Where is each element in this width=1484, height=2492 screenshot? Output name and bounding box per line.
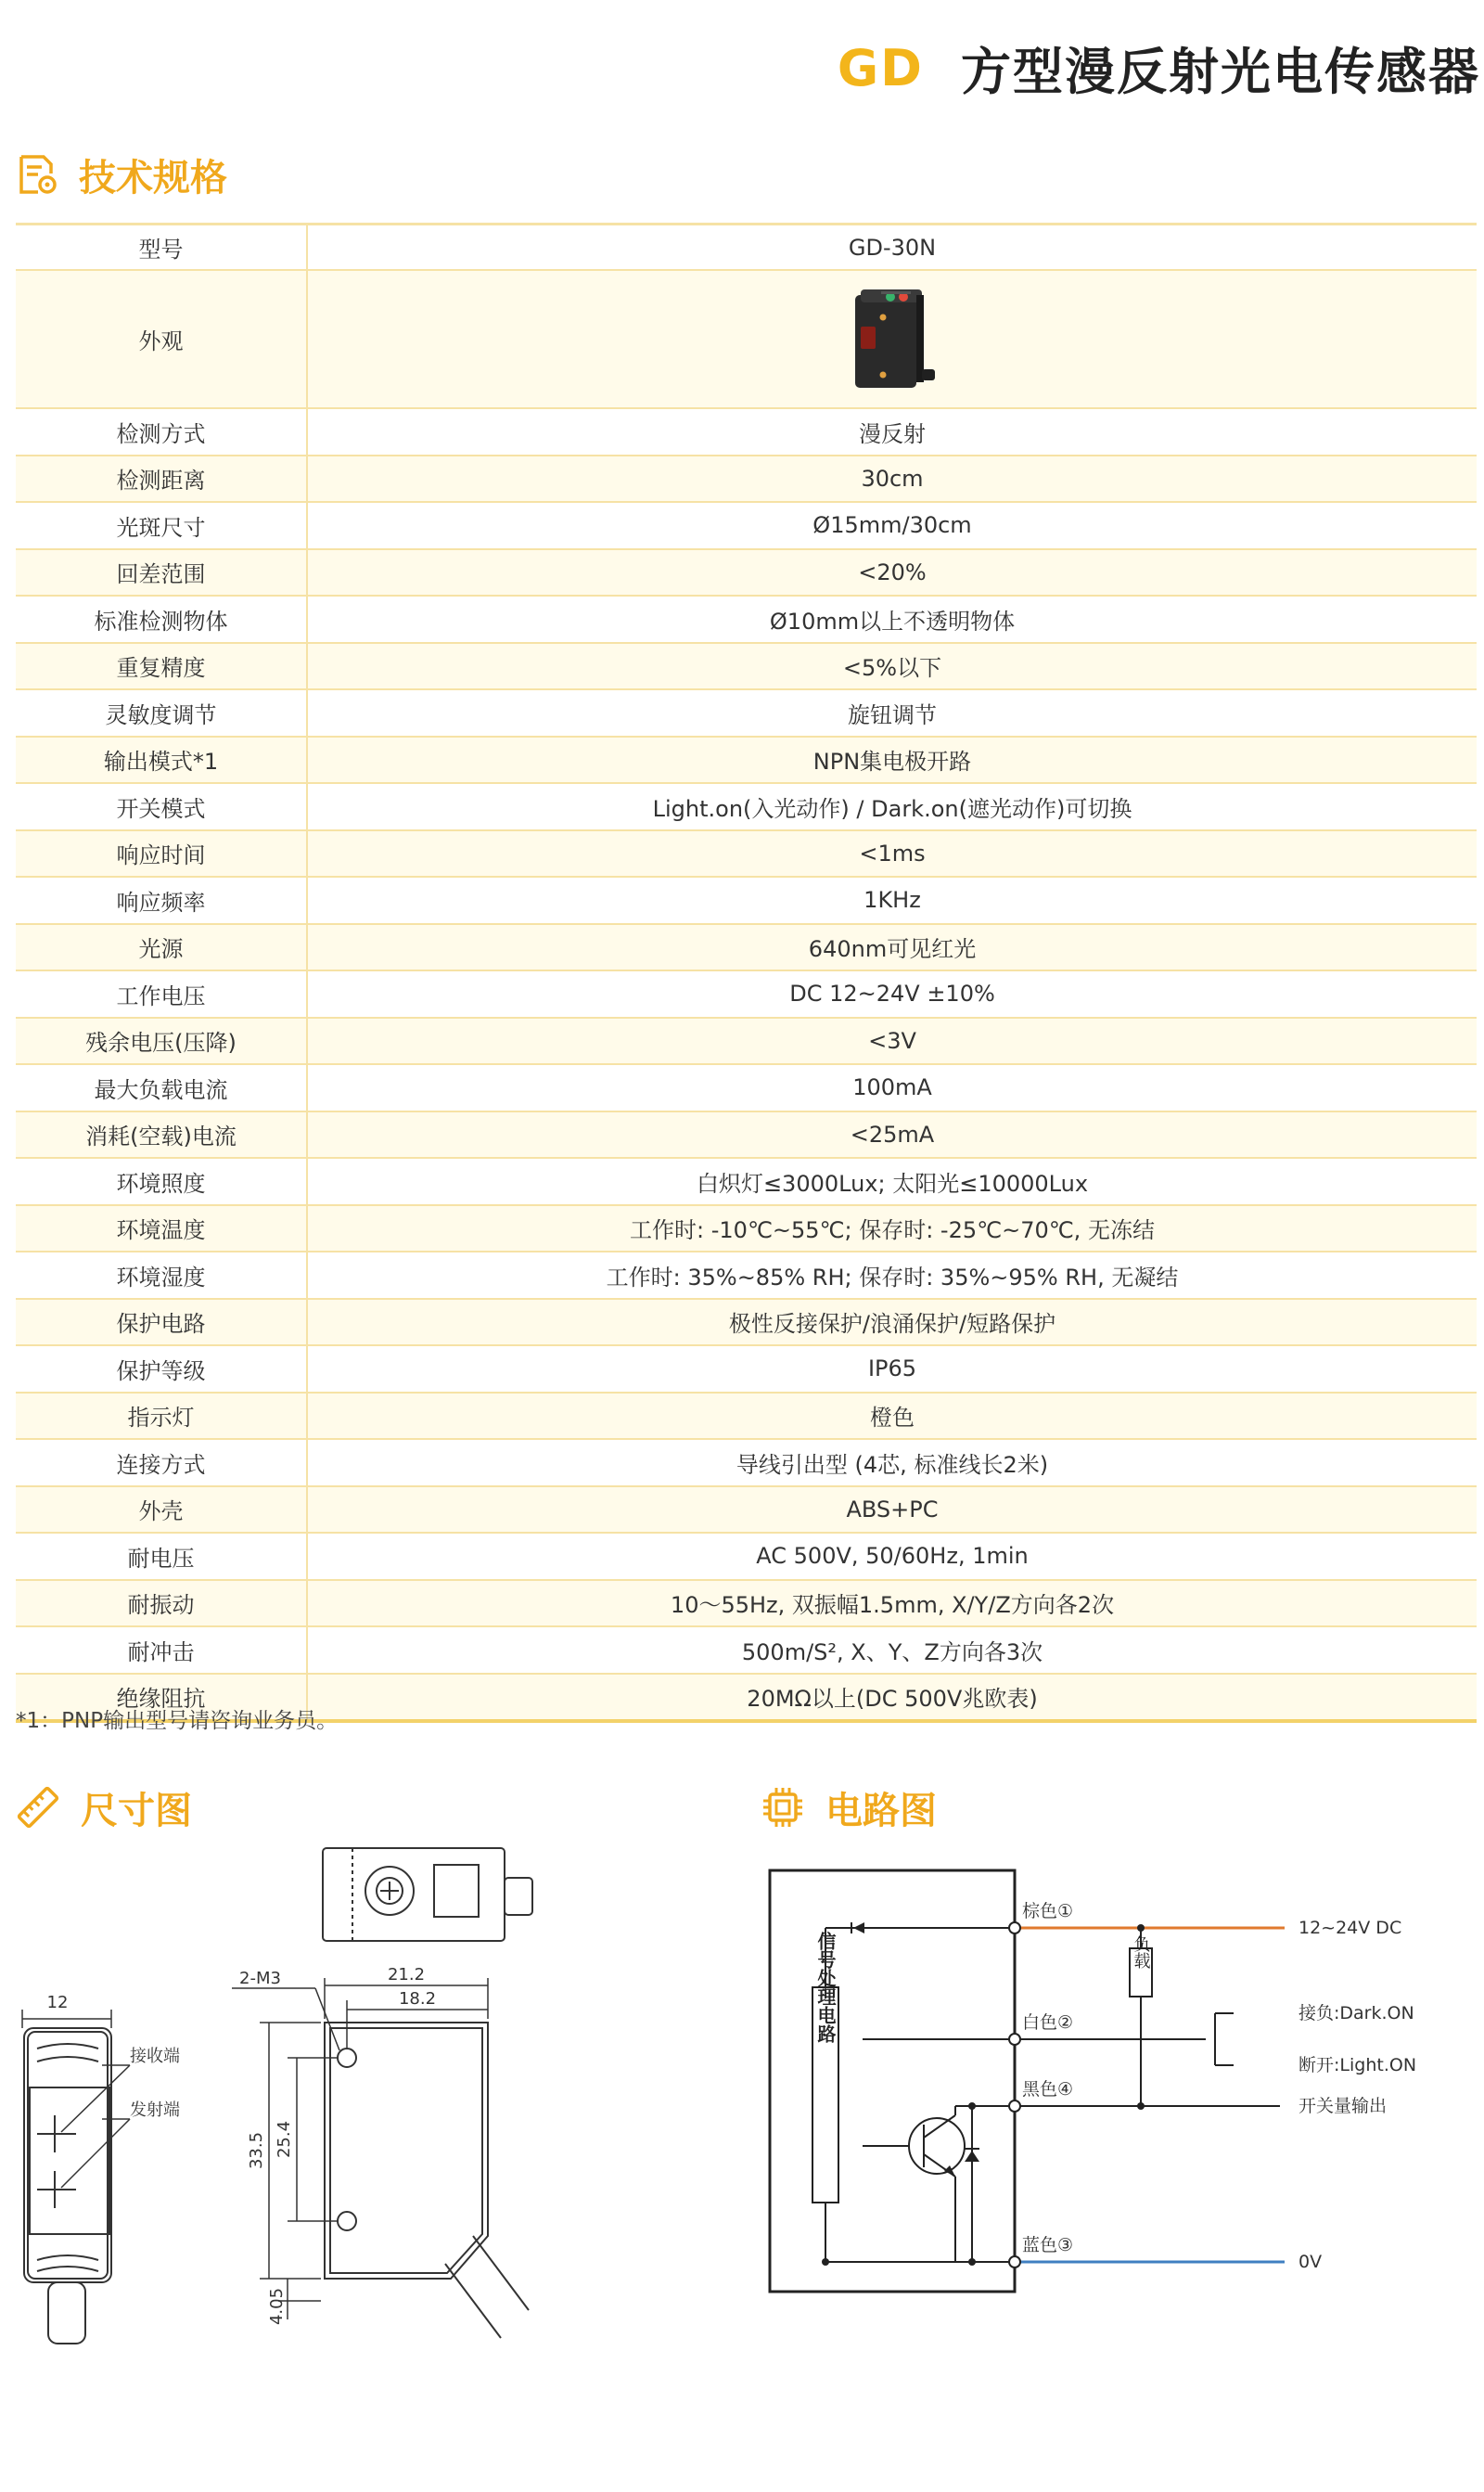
- zero-v-label: 0V: [1298, 2252, 1323, 2272]
- table-row: [16, 1486, 1477, 1534]
- spec-value: 工作时: -10℃~55℃; 保存时: -25℃~70℃, 无冻结: [307, 1205, 1477, 1252]
- spec-value: Ø15mm/30cm: [307, 502, 1477, 549]
- load-label: 负载: [1131, 1935, 1151, 1969]
- table-row: [16, 1299, 1477, 1346]
- spec-label: 输出模式*1: [16, 737, 307, 784]
- spec-label: 保护等级: [16, 1345, 307, 1393]
- spec-label: 标准检测物体: [16, 596, 307, 643]
- appearance-label: 外观: [16, 270, 307, 408]
- spec-label: 耐电压: [16, 1533, 307, 1580]
- spec-label: 灵敏度调节: [16, 689, 307, 737]
- dim-height: 33.5: [247, 2131, 266, 2170]
- dimension-section-title: 尺寸图: [81, 1789, 192, 1832]
- spec-value: 漫反射: [307, 408, 1477, 456]
- processing-label: 信号处理电路: [814, 1932, 837, 2043]
- spec-label: 光斑尺寸: [16, 502, 307, 549]
- spec-label: 绝缘阻抗: [16, 1674, 307, 1722]
- table-row: [16, 877, 1477, 924]
- spec-label: 外壳: [16, 1486, 307, 1534]
- spec-label: 响应时间: [16, 830, 307, 878]
- spec-value: IP65: [307, 1345, 1477, 1393]
- spec-value: DC 12~24V ±10%: [307, 970, 1477, 1018]
- spec-label: 最大负载电流: [16, 1064, 307, 1111]
- spec-label: 响应频率: [16, 877, 307, 924]
- table-row: [16, 1345, 1477, 1393]
- spec-label: 连接方式: [16, 1439, 307, 1486]
- specs-section-heading: [16, 148, 227, 200]
- spec-label: 检测距离: [16, 456, 307, 503]
- light-on-label: 断开:Light.ON: [1298, 2055, 1417, 2075]
- spec-label: 工作电压: [16, 970, 307, 1018]
- spec-value: 10～55Hz, 双振幅1.5mm, X/Y/Z方向各2次: [307, 1580, 1477, 1627]
- spec-value: <3V: [307, 1018, 1477, 1065]
- ruler-icon: [16, 1785, 60, 1830]
- spec-value: 1KHz: [307, 877, 1477, 924]
- table-row: [16, 1252, 1477, 1299]
- spec-label: 耐冲击: [16, 1626, 307, 1674]
- spec-value: <20%: [307, 549, 1477, 597]
- table-row: [16, 1158, 1477, 1205]
- table-row: [16, 1580, 1477, 1627]
- spec-label: 重复精度: [16, 643, 307, 690]
- table-row: [16, 783, 1477, 830]
- specs-section-title: 技术规格: [79, 156, 227, 199]
- spec-label: 消耗(空载)电流: [16, 1111, 307, 1159]
- spec-label: 环境照度: [16, 1158, 307, 1205]
- blue-label: 蓝色③: [1022, 2235, 1074, 2255]
- dimension-section-heading: [16, 1781, 192, 1833]
- spec-value: 30cm: [307, 456, 1477, 503]
- table-row: [16, 1205, 1477, 1252]
- table-row: [16, 596, 1477, 643]
- spec-value: 导线引出型 (4芯, 标准线长2米): [307, 1439, 1477, 1486]
- spec-label: 保护电路: [16, 1299, 307, 1346]
- appearance-cell: [307, 270, 1477, 408]
- white-label: 白色②: [1022, 2012, 1074, 2033]
- dark-on-label: 接负:Dark.ON: [1298, 2003, 1414, 2023]
- table-row: [16, 1533, 1477, 1580]
- spec-value: 极性反接保护/浪涌保护/短路保护: [307, 1299, 1477, 1346]
- page-title: [838, 35, 1480, 100]
- spec-label: 环境温度: [16, 1205, 307, 1252]
- table-row: [16, 270, 1477, 408]
- spec-value: 旋钮调节: [307, 689, 1477, 737]
- table-row: [16, 737, 1477, 784]
- table-row: [16, 830, 1477, 878]
- spec-value: Light.on(入光动作) / Dark.on(遮光动作)可切换: [307, 783, 1477, 830]
- spec-value: <5%以下: [307, 643, 1477, 690]
- spec-label: 回差范围: [16, 549, 307, 597]
- table-row: [16, 1111, 1477, 1159]
- table-row: [16, 970, 1477, 1018]
- table-row: [16, 1064, 1477, 1111]
- dim-top-inner: 18.2: [398, 1989, 437, 2009]
- brown-label: 棕色①: [1022, 1901, 1074, 1921]
- spec-value: 橙色: [307, 1393, 1477, 1440]
- spec-value: 工作时: 35%~85% RH; 保存时: 35%~95% RH, 无凝结: [307, 1252, 1477, 1299]
- table-row: [16, 1626, 1477, 1674]
- table-row: [16, 456, 1477, 503]
- spec-label: 残余电压(压降): [16, 1018, 307, 1065]
- emitter-label: 发射端: [130, 2100, 180, 2120]
- table-row: [16, 225, 1477, 271]
- spec-table: [16, 223, 1477, 1723]
- dim-bottom: 4.05: [267, 2287, 287, 2326]
- supply-label: 12~24V DC: [1298, 1918, 1402, 1938]
- black-label: 黑色④: [1022, 2079, 1074, 2100]
- dimension-drawing: [0, 1837, 742, 2357]
- product-code: GD: [837, 38, 924, 97]
- model-value: GD-30N: [307, 225, 1477, 271]
- circuit-section-heading: [761, 1781, 937, 1833]
- spec-value: 白炽灯≤3000Lux; 太阳光≤10000Lux: [307, 1158, 1477, 1205]
- spec-value: <25mA: [307, 1111, 1477, 1159]
- chip-icon: [761, 1785, 805, 1830]
- spec-label: 耐振动: [16, 1580, 307, 1627]
- table-row: [16, 1018, 1477, 1065]
- spec-value: ABS+PC: [307, 1486, 1477, 1534]
- spec-value: Ø10mm以上不透明物体: [307, 596, 1477, 643]
- spec-value: 20MΩ以上(DC 500V兆欧表): [307, 1674, 1477, 1722]
- product-title: 方型漫反射光电传感器: [961, 42, 1480, 101]
- spec-sheet-icon: [16, 153, 58, 196]
- table-row: [16, 1393, 1477, 1440]
- spec-value: 640nm可见红光: [307, 924, 1477, 971]
- model-label: 型号: [16, 225, 307, 271]
- spec-value: <1ms: [307, 830, 1477, 878]
- spec-value: 500m/S², X、Y、Z方向各3次: [307, 1626, 1477, 1674]
- dim-hole-pitch: 25.4: [275, 2120, 294, 2159]
- table-row: [16, 408, 1477, 456]
- spec-label: 检测方式: [16, 408, 307, 456]
- spec-value: 100mA: [307, 1064, 1477, 1111]
- dim-top-outer: 21.2: [387, 1965, 426, 1985]
- spec-label: 指示灯: [16, 1393, 307, 1440]
- circuit-section-title: 电路图: [825, 1789, 937, 1832]
- table-row: [16, 689, 1477, 737]
- spec-label: 开关模式: [16, 783, 307, 830]
- spec-value: AC 500V, 50/60Hz, 1min: [307, 1533, 1477, 1580]
- dim-width: 12: [46, 1993, 69, 2012]
- footnote: *1：PNP输出型号请咨询业务员。: [16, 1709, 339, 1733]
- circuit-diagram: [761, 1856, 1484, 2319]
- table-row: [16, 502, 1477, 549]
- table-row: [16, 924, 1477, 971]
- output-label: 开关量输出: [1298, 2096, 1388, 2116]
- table-row: [16, 1439, 1477, 1486]
- hole-label: 2-M3: [239, 1969, 281, 1988]
- spec-value: NPN集电极开路: [307, 737, 1477, 784]
- table-row: [16, 643, 1477, 690]
- sensor-product-image: [846, 284, 939, 395]
- spec-label: 环境湿度: [16, 1252, 307, 1299]
- spec-label: 光源: [16, 924, 307, 971]
- table-row: [16, 549, 1477, 597]
- receiver-label: 接收端: [130, 2047, 180, 2066]
